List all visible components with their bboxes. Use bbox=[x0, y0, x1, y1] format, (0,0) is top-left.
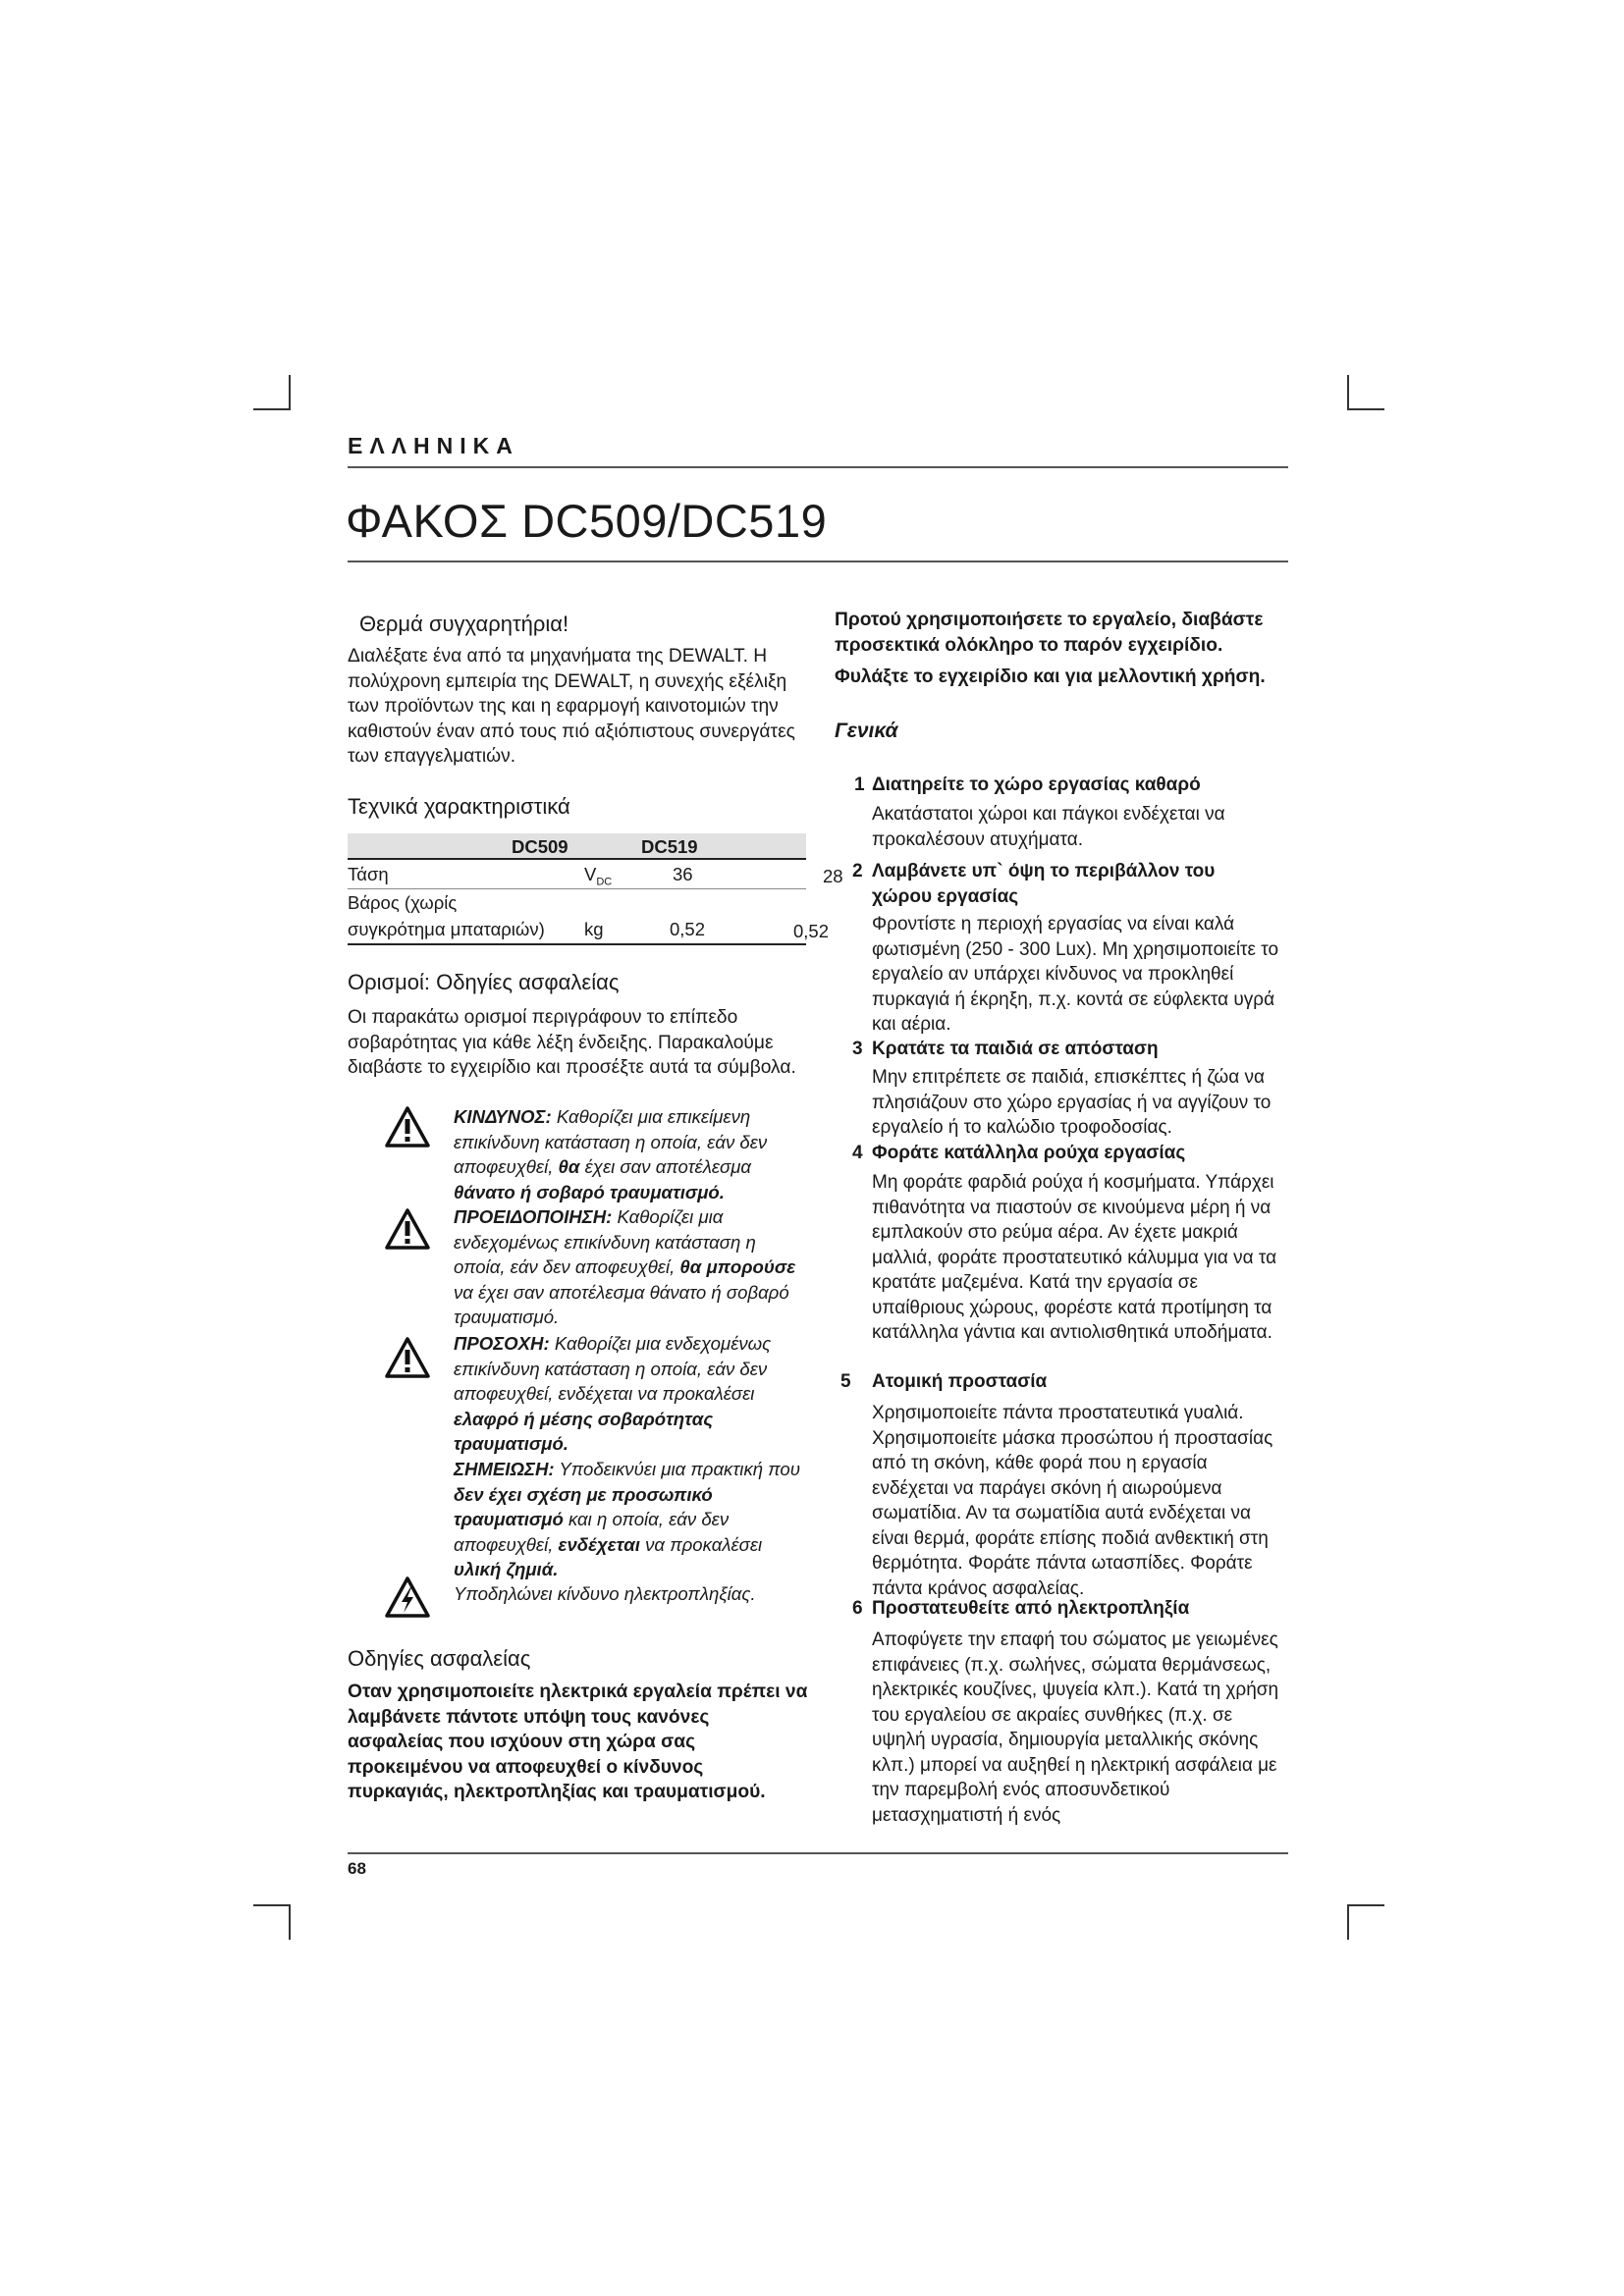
item-6-title: Προστατευθείτε από ηλεκτροπληξία bbox=[872, 1598, 1190, 1619]
crop-mark-bottom-right-v bbox=[1347, 1904, 1349, 1940]
specs-row2-unit: kg bbox=[584, 919, 604, 939]
caution-definition: ΠΡΟΣΟΧΗ: Καθορίζει μια ενδεχομένως επικίνδυνη κατάσταση η οποία, εάν δεν αποφευχθεί, ενδέχεται να προκαλέσει ελαφρό ή μέσης σοβαρότητας τραυματισμό. bbox=[454, 1333, 772, 1454]
congrats-body: Διαλέξατε ένα από τα μηχανήματα της DEWALT. Η πολύχρονη εμπειρία της DEWALT, η συνεχής εξέλιξη των προϊόντων της και η εφαρμογή καινοτομιών την καθιστούν έναν από τους πιό αξιόπιστους συνεργάτες των επαγγελματιών. bbox=[348, 646, 795, 767]
specs-header-rule bbox=[348, 858, 806, 860]
crop-mark-top-left-h bbox=[253, 408, 291, 410]
crop-mark-bottom-right-h bbox=[1347, 1904, 1384, 1906]
item-2-title: Λαμβάνετε υπ` όψη το περιβάλλον του χώρου εργασίας bbox=[872, 861, 1216, 907]
crop-mark-top-left-v bbox=[289, 375, 291, 410]
safety-body: Οταν χρησιμοποιείτε ηλεκτρικά εργαλεία πρέπει να λαμβάνετε πάντοτε υπόψη τους κανόνες ασφαλείας που ισχύουν στη χώρα σας προκειμένου να αποφευχθεί ο κίνδυνος πυρκαγιάς, ηλεκτροπληξίας και τραυματισμού. bbox=[348, 1682, 808, 1802]
title-rule bbox=[348, 561, 1288, 562]
definitions-heading: Ορισμοί: Οδηγίες ασφαλείας bbox=[348, 970, 620, 994]
read-manual-note: Προτού χρησιμοποιήσετε το εργαλείο, διαβάστε προσεκτικά ολόκληρο το παρόν εγχειρίδιο. bbox=[835, 610, 1264, 656]
congrats-heading: Θερμά συγχαρητήρια! bbox=[359, 612, 569, 636]
specs-row2-val1: 0,52 bbox=[670, 919, 706, 939]
specs-row1-val2: 28 bbox=[823, 866, 843, 886]
specs-bottom-rule bbox=[348, 943, 806, 945]
keep-manual-note: Φυλάξτε το εγχειρίδιο και για μελλοντική χρήση. bbox=[835, 667, 1266, 687]
specs-col2-label: DC519 bbox=[641, 836, 698, 857]
item-4-body: Μη φοράτε φαρδιά ρούχα ή κοσμήματα. Υπάρχει πιθανότητα να πιαστούν σε κινούμενα μέρη ή να εμπλακούν στο ρεύμα αέρα. Αν έχετε μακριά μαλλιά, φοράτε προστατευτικό κάλυμμα για να τα κρατάτε μαζεμένα. Κατά την εργασία σε υπαίθριους χώρους, φορέστε κατά προτίμηση τα κατάλληλα γάντια και αντιολισθητικά υποδήματα. bbox=[872, 1172, 1277, 1343]
specs-row1-val1: 36 bbox=[673, 864, 693, 884]
specs-row1-rule bbox=[348, 888, 806, 889]
item-4-title: Φοράτε κατάλληλα ρούχα εργασίας bbox=[872, 1143, 1186, 1163]
specs-header-band bbox=[348, 833, 806, 858]
danger-definition: ΚΙΝΔΥΝΟΣ: Καθορίζει μια επικείμενη επικίνδυνη κατάσταση η οποία, εάν δεν αποφευχθεί, θα έχει σαν αποτέλεσμα θάνατο ή σοβαρό τραυματισμό. bbox=[454, 1106, 768, 1202]
safety-heading: Οδηγίες ασφαλείας bbox=[348, 1646, 531, 1671]
header-rule bbox=[348, 466, 1288, 468]
specs-row1-label: Τάση bbox=[348, 864, 389, 884]
footer-rule bbox=[348, 1852, 1288, 1854]
crop-mark-bottom-left-v bbox=[289, 1904, 291, 1940]
item-5-title: Ατομική προστασία bbox=[872, 1371, 1048, 1392]
item-1-body: Ακατάστατοι χώροι και πάγκοι ενδέχεται να προκαλέσουν ατυχήματα. bbox=[872, 804, 1225, 850]
electric-definition: Υποδηλώνει κίνδυνο ηλεκτροπληξίας. bbox=[454, 1583, 756, 1604]
item-2-body: Φροντίστε η περιοχή εργασίας να είναι καλά φωτισμένη (250 - 300 Lux). Μη χρησιμοποιείτε το εργαλείο αν υπάρχει κίνδυνος να προκληθεί πυρκαγιά ή έκρηξη, π.χ. κοντά σε εύφλεκτα υγρά και αέρια. bbox=[872, 914, 1279, 1035]
item-3-number: 3 bbox=[852, 1039, 863, 1059]
item-5-number: 5 bbox=[840, 1371, 851, 1392]
item-5-body: Χρησιμοποιείτε πάντα προστατευτικά γυαλιά. Χρησιμοποιείτε μάσκα προσώπου ή προστασίας από τη σκόνη, κάθε φορά που η εργασία ενδέχεται να παράγει σκόνη ή αιωρούμενα σωματίδια. Αν τα σωματίδια αυτά ενδέχεται να είναι θερμά, φοράτε επίσης ποδιά ανθεκτική στη θερμότητα. Φοράτε πάντα ωτασπίδες. Φοράτε πάντα κράνος ασφαλείας. bbox=[872, 1403, 1273, 1599]
language-header: ΕΛΛΗΝΙΚΑ bbox=[348, 433, 519, 458]
specs-row1-unit: $V_{DC}$ bbox=[584, 864, 613, 888]
crop-mark-bottom-left-h bbox=[253, 1904, 291, 1906]
warning-definition: ΠΡΟΕΙΔΟΠΟΙΗΣΗ: Καθορίζει μια ενδεχομένως επικίνδυνη κατάσταση η οποία, εάν δεν αποφευχθεί, θα μπορούσε να έχει σαν αποτέλεσμα θάνατο ή σοβαρό τραυματισμό. bbox=[454, 1206, 796, 1327]
item-6-number: 6 bbox=[852, 1598, 863, 1619]
item-1-title: Διατηρείτε το χώρο εργασίας καθαρό bbox=[872, 774, 1201, 795]
specs-row2-label-b: συγκρότημα μπαταριών) bbox=[348, 919, 545, 939]
item-3-body: Μην επιτρέπετε σε παιδιά, επισκέπτες ή ζώα να πλησιάζουν στο χώρο εργασίας ή να αγγίζουν το εργαλείο ή το καλώδιο τροφοδοσίας. bbox=[872, 1067, 1272, 1138]
definitions-intro: Οι παρακάτω ορισμοί περιγράφουν το επίπεδο σοβαρότητας για κάθε λέξη ένδειξης. Παρακαλούμε διαβάστε το εγχειρίδιο και προσέξτε αυτά τα σύμβολα. bbox=[348, 1007, 796, 1078]
general-heading: Γενικά bbox=[835, 720, 898, 742]
item-3-title: Κρατάτε τα παιδιά σε απόσταση bbox=[872, 1039, 1159, 1059]
notice-definition: ΣΗΜΕΙΩΣΗ: Υποδεικνύει μια πρακτική που δεν έχει σχέση με προσωπικό τραυματισμό και η οποία, εάν δεν αποφευχθεί, ενδέχεται να προκαλέσει υλική ζημιά. bbox=[454, 1459, 800, 1579]
specs-row2-val2: 0,52 bbox=[793, 921, 830, 941]
crop-mark-top-right-h bbox=[1347, 408, 1384, 410]
item-2-number: 2 bbox=[852, 861, 863, 881]
warning-warning-icon bbox=[384, 1207, 431, 1251]
page-number: 68 bbox=[348, 1859, 366, 1878]
caution-warning-icon bbox=[384, 1336, 431, 1379]
item-6-body: Αποφύγετε την επαφή του σώματος με γειωμένες επιφάνειες (π.χ. σωλήνες, σώματα θερμάνσεως, ηλεκτρικές κουζίνες, ψυγεία κλπ.). Κατά τη χρήση του εργαλείου σε ακραίες συνθήκες (π.χ. σε υψηλή υγρασία, δημιουργία μεταλλικής σκόνης κλπ.) μπορεί να αυξηθεί η ηλεκτρική ασφάλεια με την παρεμβολή ενός αποσυνδετικού μετασχηματιστή ή ενός bbox=[872, 1629, 1279, 1826]
specs-col1-label: DC509 bbox=[512, 836, 568, 857]
crop-mark-top-right-v bbox=[1347, 375, 1349, 410]
item-1-number: 1 bbox=[854, 774, 865, 795]
document-title: ΦΑΚΟΣ DC509/DC519 bbox=[346, 495, 828, 547]
item-4-number: 4 bbox=[852, 1143, 863, 1163]
electric-shock-icon bbox=[384, 1575, 431, 1619]
specs-heading: Τεχνικά χαρακτηριστικά bbox=[348, 794, 570, 819]
specs-row2-label-a: Βάρος (χωρίς bbox=[348, 892, 458, 913]
danger-warning-icon bbox=[384, 1105, 431, 1148]
